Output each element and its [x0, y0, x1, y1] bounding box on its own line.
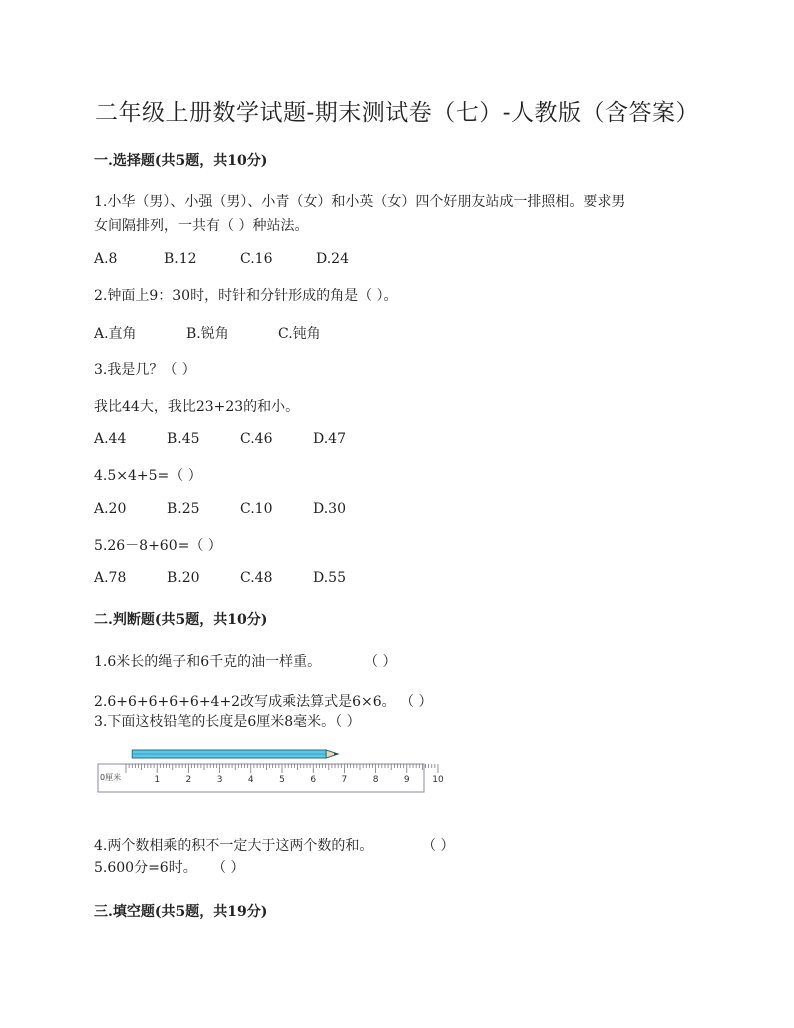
ruler-number: 4 [247, 775, 254, 785]
judgement-5: 5.600分=6时。 [94, 860, 197, 876]
option-c: C.钝角 [278, 326, 321, 342]
question-1-options [94, 251, 349, 267]
ruler-svg [96, 744, 444, 796]
option-d: D.24 [316, 251, 349, 267]
judgement-2-paren: （ ） [400, 694, 433, 710]
option-b: B.45 [167, 431, 200, 447]
ruler-number: 8 [372, 775, 379, 785]
question-4: 4.5×4+5=（ ） [94, 468, 202, 484]
ruler-illustration [96, 744, 444, 796]
option-a: A.78 [94, 570, 127, 586]
question-2: 2.钟面上9：30时，时针和分针形成的角是（ ）。 [94, 288, 398, 304]
ruler-number: 6 [310, 775, 317, 785]
section-heading-fill-blank: 三.填空题(共5题，共19分) [94, 904, 268, 920]
question-2-options [94, 323, 321, 343]
judgement-5-paren: （ ） [212, 860, 245, 876]
option-c: C.48 [240, 570, 273, 586]
option-b: B.20 [167, 570, 200, 586]
question-3: 3.我是几？（ ） [94, 362, 196, 378]
option-d: D.55 [313, 570, 346, 586]
ruler-number: 3 [216, 775, 223, 785]
ruler-number: 10 [432, 775, 444, 785]
judgement-2: 2.6+6+6+6+6+4+2改写成乘法算式是6×6。 [94, 694, 396, 710]
page-title: 二年级上册数学试题-期末测试卷（七）-人教版（含答案） [94, 100, 700, 126]
judgement-4: 4.两个数相乘的积不一定大于这两个数的和。 [94, 838, 374, 854]
option-a: A.直角 [94, 326, 137, 342]
option-d: D.30 [313, 501, 346, 517]
ruler-unit-label: 0厘米 [100, 773, 122, 782]
option-b: B.锐角 [186, 326, 229, 342]
ruler-number: 2 [185, 775, 192, 785]
judgement-1: 1.6米长的绳子和6千克的油一样重。 [94, 654, 322, 670]
section-heading-judgement: 二.判断题(共5题，共10分) [94, 612, 268, 628]
ruler-number: 5 [279, 775, 285, 785]
option-a: A.20 [94, 501, 127, 517]
question-1-line-2: 女间隔排列，一共有（ ）种站法。 [94, 218, 309, 234]
question-3-hint: 我比44大，我比23+23的和小。 [94, 399, 300, 415]
judgement-3: 3.下面这枝铅笔的长度是6厘米8毫米。（ ） [94, 714, 361, 730]
option-b: B.25 [167, 501, 200, 517]
option-c: C.16 [240, 251, 273, 267]
option-d: D.47 [313, 431, 346, 447]
judgement-4-paren: （ ） [422, 838, 455, 854]
ruler-number: 7 [341, 775, 348, 785]
question-4-options [94, 501, 346, 517]
option-b: B.12 [164, 251, 197, 267]
pencil [132, 750, 338, 758]
ruler-number: 1 [154, 775, 161, 785]
option-c: C.10 [240, 501, 273, 517]
question-1-line-1: 1.小华（男）、小强（男）、小青（女）和小英（女）四个好朋友站成一排照相。要求男 [94, 194, 626, 210]
judgement-1-paren: （ ） [364, 654, 397, 670]
option-c: C.46 [240, 431, 273, 447]
question-3-options [94, 431, 346, 447]
section-heading-choice: 一.选择题(共5题，共10分) [94, 153, 268, 169]
question-5-options [94, 570, 346, 586]
ruler-number: 9 [403, 775, 410, 785]
option-a: A.44 [94, 431, 127, 447]
option-a: A.8 [94, 251, 118, 267]
question-5: 5.26－8+60=（ ） [94, 538, 222, 554]
